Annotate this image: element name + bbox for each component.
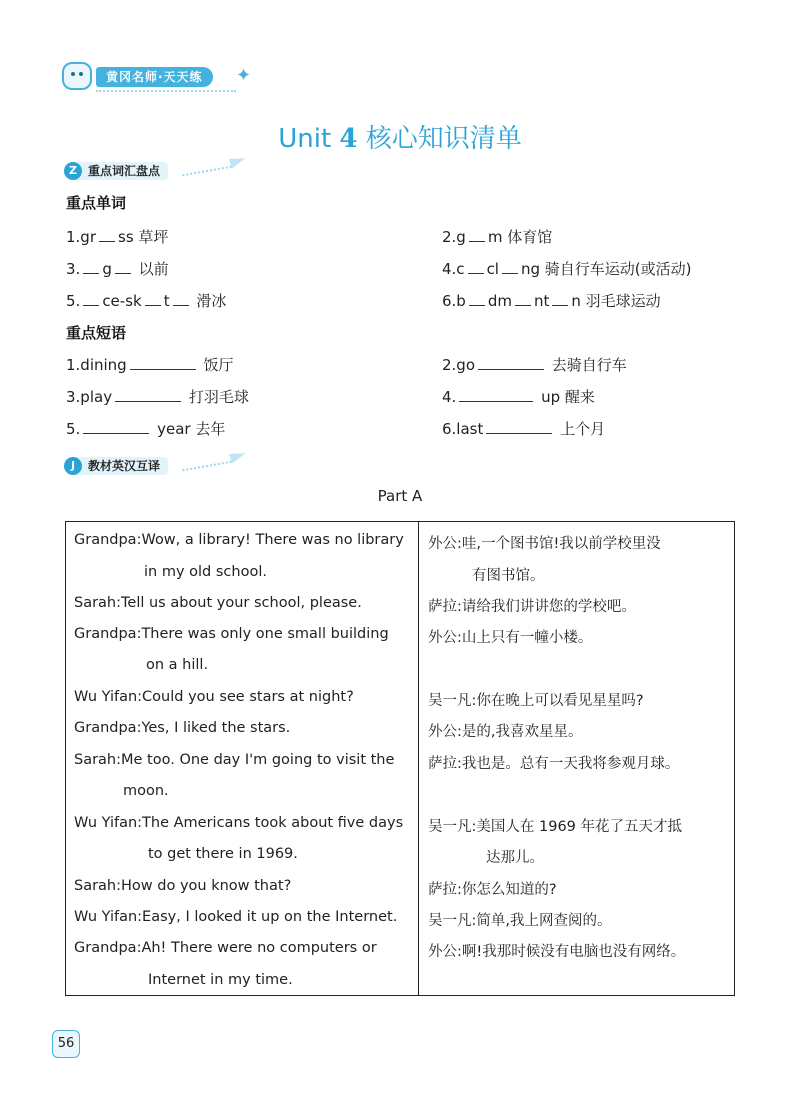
word-text: nt [533,292,550,310]
phrase-text: 上个月 [560,420,606,438]
answer-blank[interactable] [469,227,485,242]
dialogue-en-line: Grandpa:Wow, a library! There was no library [74,532,404,548]
paper-plane-icon [229,154,247,169]
answer-blank[interactable] [145,291,161,306]
word-text: dm [487,292,512,310]
section-label: 教材英汉互译 [74,457,168,475]
section-label: 重点词汇盘点 [74,162,168,180]
paper-plane-icon [229,449,247,464]
key-phrases-heading: 重点短语 [66,324,127,342]
word-text: g [102,260,112,278]
phrase-text: up 醒来 [541,388,595,406]
word-text: 1.gr [66,228,96,246]
section-badge-icon: Z [64,162,82,180]
word-text: 2.g [442,228,466,246]
dialogue-en-line: Sarah:Me too. One day I'm going to visit the [74,752,395,768]
page-title [0,118,800,155]
dialogue-zh-line: 外公:啊!我那时候没有电脑也没有网络。 [428,944,686,960]
dotted-trail [182,166,232,177]
dialogue-en-line: Sarah:Tell us about your school, please. [74,595,362,611]
brand-header [62,60,252,94]
answer-blank[interactable] [515,291,531,306]
dialogue-zh-line: 外公:山上只有一幢小楼。 [428,630,593,646]
dialogue-en-line: Sarah:How do you know that? [74,878,292,894]
dialogue-zh-line: 萨拉:我也是。总有一天我将参观月球。 [428,756,680,772]
word-text: ss 草坪 [118,228,169,246]
dialogue-en-line: Grandpa:Yes, I liked the stars. [74,720,291,736]
word-item-6 [442,290,661,311]
answer-blank[interactable] [468,259,484,274]
word-item-5 [66,290,226,311]
word-text: 3. [66,260,81,278]
phrase-text: 5. [66,420,81,438]
phrase-item-1 [66,354,234,375]
key-words-heading: 重点单词 [66,194,127,212]
dialogue-zh-line: 萨拉:请给我们讲讲您的学校吧。 [428,599,636,615]
answer-blank[interactable] [83,259,99,274]
phrase-item-3 [66,386,249,407]
dialogue-en-line: Grandpa:There was only one small building [74,626,389,642]
dialogue-en-line: Wu Yifan:The Americans took about five days [74,815,404,831]
answer-blank[interactable] [83,291,99,306]
answer-blank[interactable] [502,259,518,274]
phrase-text: 1.dining [66,356,127,374]
answer-blank[interactable] [99,227,115,242]
word-text: cl [486,260,499,278]
answer-blank[interactable] [552,291,568,306]
phrase-text: 饭厅 [203,356,234,374]
answer-blank[interactable] [173,291,189,306]
answer-blank[interactable] [478,355,544,370]
dialogue-en-line: to get there in 1969. [148,846,298,862]
word-text: 以前 [138,260,169,278]
word-item-3 [66,258,169,279]
word-text: ng 骑自行车运动(或活动) [520,260,692,278]
phrase-text: year 去年 [157,420,226,438]
phrase-item-4 [442,386,595,407]
word-text: 滑冰 [196,292,227,310]
star-icon: ✦ [236,65,252,86]
dotted-trail [182,461,232,472]
dialogue-en-line: moon. [123,783,169,799]
dialogue-zh-line: 吴一凡:你在晚上可以看见星星吗? [428,693,644,709]
section-tag-vocab [64,160,244,184]
word-item-4 [442,258,692,279]
word-text: 4.c [442,260,465,278]
dialogue-zh-line: 吴一凡:美国人在 1969 年花了五天才抵 [428,819,683,835]
dialogue-zh-line: 有图书馆。 [472,568,545,584]
answer-blank[interactable] [469,291,485,306]
dialogue-zh-line: 萨拉:你怎么知道的? [428,882,557,898]
word-text: 5. [66,292,81,310]
phrase-text: 4. [442,388,457,406]
dialogue-en-line: Internet in my time. [148,972,293,988]
dialogue-zh-line: 外公:是的,我喜欢星星。 [428,724,583,740]
phrase-text: 3.play [66,388,113,406]
word-text: ce-sk [102,292,142,310]
answer-blank[interactable] [83,419,149,434]
dialogue-en-line: Wu Yifan:Easy, I looked it up on the Internet. [74,909,398,925]
dialogue-en-line: Grandpa:Ah! There were no computers or [74,940,377,956]
answer-blank[interactable] [459,387,533,402]
title-rest: 核心知识清单 [357,124,522,154]
title-unit-number: 4 [339,124,358,154]
word-item-1 [66,226,168,247]
section-badge-icon: J [64,457,82,475]
word-text: m 体育馆 [487,228,553,246]
phrase-item-2 [442,354,627,375]
phrase-text: 6.last [442,420,484,438]
word-text: t [163,292,170,310]
word-item-2 [442,226,552,247]
phrase-text: 打羽毛球 [188,388,249,406]
brand-divider [96,90,236,92]
brand-label: 黄冈名师·天天练 [96,67,213,87]
dialogue-table [65,521,735,996]
page-number: 56 [52,1030,80,1058]
answer-blank[interactable] [115,387,181,402]
part-title: Part A [377,487,423,505]
title-prefix: Unit [278,124,340,154]
column-divider [418,522,419,995]
answer-blank[interactable] [486,419,552,434]
phrase-item-6 [442,418,605,439]
answer-blank[interactable] [130,355,196,370]
bear-icon [62,62,92,90]
dialogue-en-line: in my old school. [144,564,267,580]
dialogue-en-line: on a hill. [146,657,209,673]
phrase-text: 2.go [442,356,476,374]
dialogue-zh-line: 达那儿。 [486,850,544,866]
answer-blank[interactable] [115,259,131,274]
phrase-item-5 [66,418,225,439]
word-text: 6.b [442,292,466,310]
dialogue-zh-line: 外公:哇,一个图书馆!我以前学校里没 [428,536,661,552]
dialogue-zh-line: 吴一凡:简单,我上网查阅的。 [428,913,612,929]
word-text: n 羽毛球运动 [571,292,661,310]
section-tag-translation [64,455,244,479]
phrase-text: 去骑自行车 [551,356,627,374]
dialogue-en-line: Wu Yifan:Could you see stars at night? [74,689,354,705]
